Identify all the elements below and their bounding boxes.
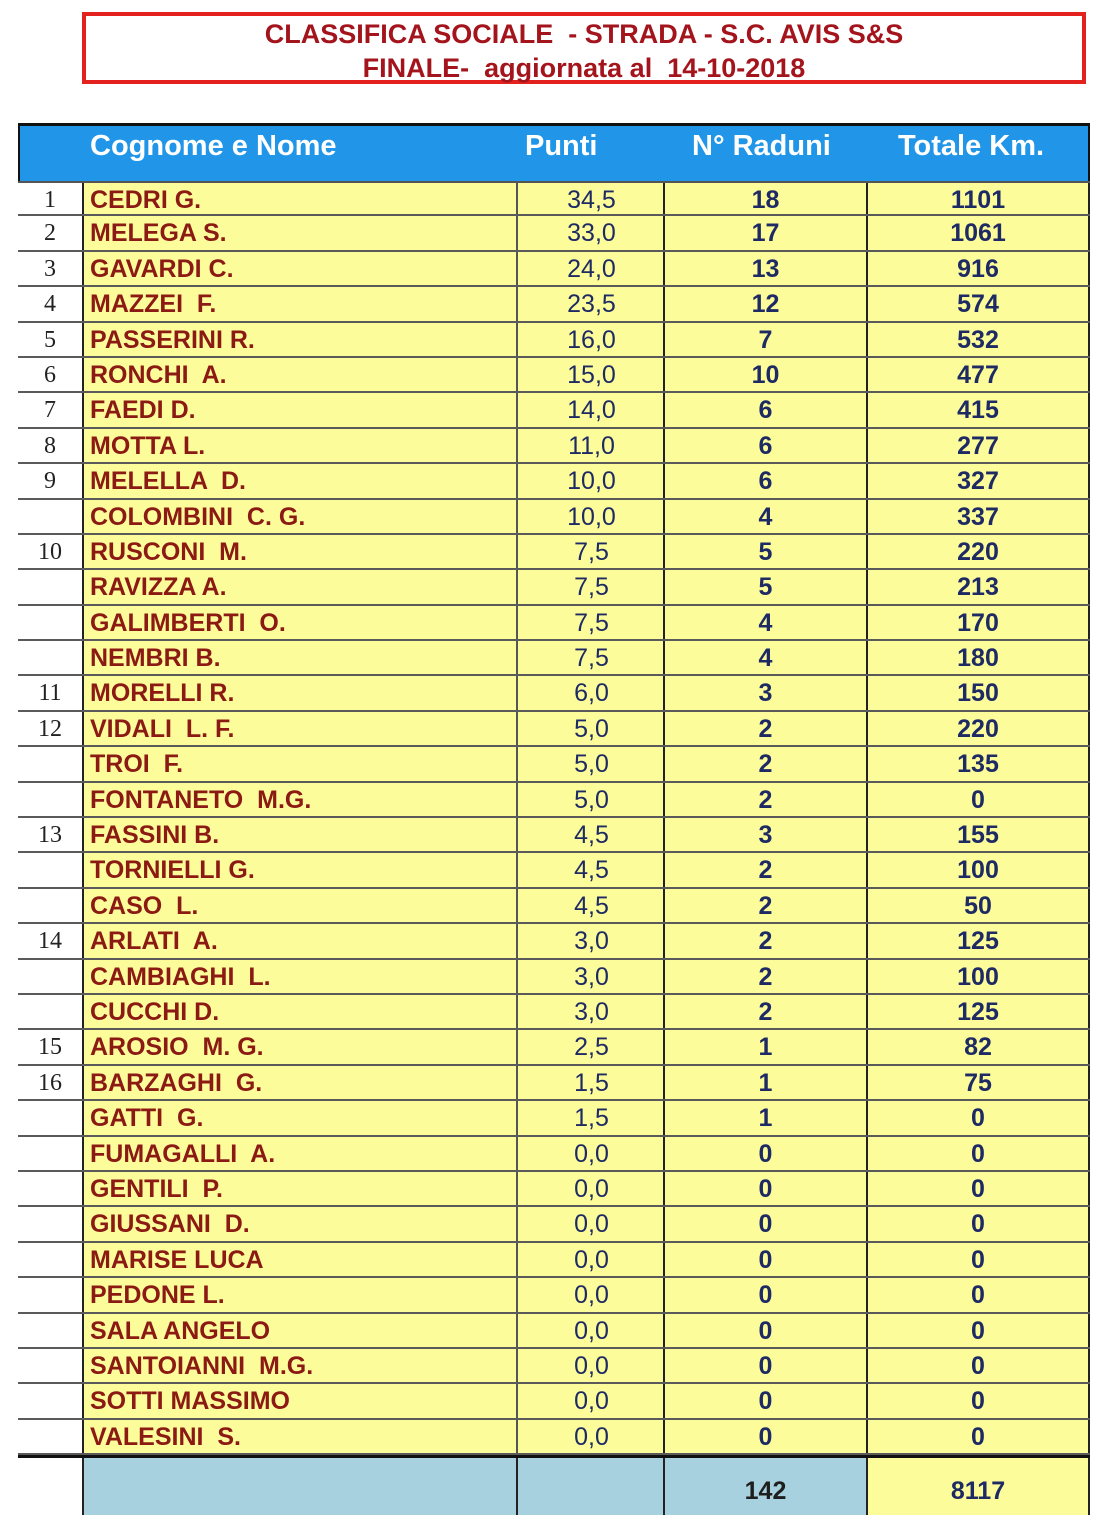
- table-row: [18, 889, 1090, 924]
- name-cell: MARISE LUCA: [82, 1243, 518, 1276]
- punti-cell: 4,5: [518, 853, 665, 886]
- table-row: [18, 1207, 1090, 1242]
- rank-cell: [18, 889, 82, 922]
- name-cell: MAZZEI F.: [82, 287, 518, 320]
- title-line-2: FINALE- aggiornata al 14-10-2018: [362, 53, 806, 83]
- raduni-cell: 6: [665, 429, 868, 462]
- rank-cell: 13: [18, 818, 82, 851]
- table-row: [18, 429, 1090, 464]
- raduni-cell: 1: [665, 1066, 868, 1099]
- name-cell: RUSCONI M.: [82, 535, 518, 568]
- km-cell: 0: [868, 1384, 1090, 1417]
- km-cell: 574: [868, 287, 1090, 320]
- km-cell: 100: [868, 853, 1090, 886]
- rank-cell: 10: [18, 535, 82, 568]
- raduni-cell: 7: [665, 323, 868, 356]
- rank-cell: 14: [18, 924, 82, 957]
- title-line-1: CLASSIFICA SOCIALE - STRADA - S.C. AVIS S&S: [264, 19, 904, 49]
- name-cell: CAMBIAGHI L.: [82, 960, 518, 993]
- table-row: [18, 287, 1090, 322]
- km-cell: 0: [868, 1349, 1090, 1382]
- name-cell: RONCHI A.: [82, 358, 518, 391]
- name-cell: FONTANETO M.G.: [82, 783, 518, 816]
- table-row: [18, 358, 1090, 393]
- rank-cell: [18, 500, 82, 533]
- punti-cell: 10,0: [518, 500, 665, 533]
- km-cell: 75: [868, 1066, 1090, 1099]
- punti-cell: 5,0: [518, 747, 665, 780]
- punti-cell: 3,0: [518, 995, 665, 1028]
- rank-cell: [18, 1101, 82, 1134]
- name-cell: PEDONE L.: [82, 1278, 518, 1311]
- rank-cell: 16: [18, 1066, 82, 1099]
- km-cell: 220: [868, 535, 1090, 568]
- table-header: [18, 123, 1090, 181]
- column-header-name: Cognome e Nome: [90, 130, 337, 162]
- name-cell: GALIMBERTI O.: [82, 606, 518, 639]
- rank-cell: 1: [18, 183, 82, 214]
- table-row: [18, 1349, 1090, 1384]
- rank-cell: [18, 747, 82, 780]
- km-cell: 82: [868, 1030, 1090, 1063]
- rank-cell: 3: [18, 252, 82, 285]
- name-cell: BARZAGHI G.: [82, 1066, 518, 1099]
- name-cell: FASSINI B.: [82, 818, 518, 851]
- table-row: [18, 500, 1090, 535]
- rank-cell: [18, 1314, 82, 1347]
- km-cell: 220: [868, 712, 1090, 745]
- punti-cell: 7,5: [518, 570, 665, 603]
- raduni-cell: 1: [665, 1030, 868, 1063]
- column-header-raduni: N° Raduni: [692, 130, 831, 162]
- raduni-cell: 10: [665, 358, 868, 391]
- name-cell: VIDALI L. F.: [82, 712, 518, 745]
- km-cell: 916: [868, 252, 1090, 285]
- rank-cell: [18, 1137, 82, 1170]
- totals-row: [18, 1455, 1090, 1515]
- raduni-cell: 2: [665, 747, 868, 780]
- rank-cell: [18, 1243, 82, 1276]
- punti-cell: 7,5: [518, 641, 665, 674]
- report-title: [82, 12, 1086, 84]
- km-cell: 337: [868, 500, 1090, 533]
- rank-cell: [18, 1349, 82, 1382]
- punti-cell: 7,5: [518, 606, 665, 639]
- rank-cell: 5: [18, 323, 82, 356]
- name-cell: AROSIO M. G.: [82, 1030, 518, 1063]
- rank-cell: 11: [18, 676, 82, 709]
- km-cell: 532: [868, 323, 1090, 356]
- punti-cell: 23,5: [518, 287, 665, 320]
- rank-cell: [18, 783, 82, 816]
- km-cell: 0: [868, 1207, 1090, 1240]
- punti-cell: 0,0: [518, 1137, 665, 1170]
- name-cell: GENTILI P.: [82, 1172, 518, 1205]
- name-cell: GAVARDI C.: [82, 252, 518, 285]
- km-cell: 170: [868, 606, 1090, 639]
- punti-cell: 1,5: [518, 1066, 665, 1099]
- rank-cell: 9: [18, 464, 82, 497]
- km-cell: 50: [868, 889, 1090, 922]
- raduni-cell: 2: [665, 889, 868, 922]
- name-cell: MELEGA S.: [82, 216, 518, 249]
- km-cell: 0: [868, 783, 1090, 816]
- raduni-cell: 6: [665, 393, 868, 426]
- km-cell: 415: [868, 393, 1090, 426]
- punti-cell: 2,5: [518, 1030, 665, 1063]
- punti-cell: 3,0: [518, 924, 665, 957]
- name-cell: TORNIELLI G.: [82, 853, 518, 886]
- name-cell: PASSERINI R.: [82, 323, 518, 356]
- rank-cell: [18, 960, 82, 993]
- table-row: [18, 712, 1090, 747]
- rank-cell: 12: [18, 712, 82, 745]
- km-cell: 0: [868, 1137, 1090, 1170]
- name-cell: MOTTA L.: [82, 429, 518, 462]
- raduni-cell: 2: [665, 960, 868, 993]
- name-cell: TROI F.: [82, 747, 518, 780]
- punti-cell: 11,0: [518, 429, 665, 462]
- table-row: [18, 676, 1090, 711]
- table-row: [18, 924, 1090, 959]
- table-row: [18, 1137, 1090, 1172]
- km-cell: 1101: [868, 183, 1090, 214]
- raduni-cell: 0: [665, 1420, 868, 1453]
- km-cell: 180: [868, 641, 1090, 674]
- punti-cell: 1,5: [518, 1101, 665, 1134]
- totals-rank-cell: [18, 1458, 82, 1515]
- totals-km: 8117: [868, 1458, 1090, 1515]
- rank-cell: 8: [18, 429, 82, 462]
- raduni-cell: 1: [665, 1101, 868, 1134]
- name-cell: GATTI G.: [82, 1101, 518, 1134]
- totals-punti-cell: [518, 1458, 665, 1515]
- punti-cell: 5,0: [518, 783, 665, 816]
- rank-cell: [18, 1172, 82, 1205]
- raduni-cell: 18: [665, 183, 868, 214]
- raduni-cell: 0: [665, 1207, 868, 1240]
- km-cell: 0: [868, 1101, 1090, 1134]
- punti-cell: 16,0: [518, 323, 665, 356]
- punti-cell: 15,0: [518, 358, 665, 391]
- name-cell: FUMAGALLI A.: [82, 1137, 518, 1170]
- rank-cell: 6: [18, 358, 82, 391]
- table-row: [18, 216, 1090, 251]
- rank-cell: [18, 1384, 82, 1417]
- table-row: [18, 641, 1090, 676]
- table-row: [18, 464, 1090, 499]
- punti-cell: 0,0: [518, 1278, 665, 1311]
- punti-cell: 33,0: [518, 216, 665, 249]
- km-cell: 0: [868, 1243, 1090, 1276]
- name-cell: CUCCHI D.: [82, 995, 518, 1028]
- name-cell: CASO L.: [82, 889, 518, 922]
- table-row: [18, 252, 1090, 287]
- raduni-cell: 2: [665, 853, 868, 886]
- raduni-cell: 3: [665, 818, 868, 851]
- table-row: [18, 570, 1090, 605]
- raduni-cell: 0: [665, 1243, 868, 1276]
- rank-cell: [18, 641, 82, 674]
- rank-cell: [18, 606, 82, 639]
- punti-cell: 0,0: [518, 1172, 665, 1205]
- rank-cell: 2: [18, 216, 82, 249]
- km-cell: 1061: [868, 216, 1090, 249]
- rank-cell: [18, 1207, 82, 1240]
- km-cell: 0: [868, 1314, 1090, 1347]
- punti-cell: 34,5: [518, 183, 665, 214]
- table-body: [18, 181, 1090, 1455]
- raduni-cell: 3: [665, 676, 868, 709]
- totals-name-cell: [82, 1458, 518, 1515]
- table-row: [18, 1384, 1090, 1419]
- rank-cell: [18, 570, 82, 603]
- raduni-cell: 0: [665, 1349, 868, 1382]
- rank-cell: [18, 1278, 82, 1311]
- raduni-cell: 0: [665, 1172, 868, 1205]
- raduni-cell: 2: [665, 924, 868, 957]
- km-cell: 0: [868, 1172, 1090, 1205]
- table-row: [18, 853, 1090, 888]
- name-cell: NEMBRI B.: [82, 641, 518, 674]
- totals-raduni: 142: [665, 1458, 868, 1515]
- table-row: [18, 995, 1090, 1030]
- punti-cell: 0,0: [518, 1243, 665, 1276]
- raduni-cell: 4: [665, 606, 868, 639]
- raduni-cell: 4: [665, 641, 868, 674]
- table-row: [18, 747, 1090, 782]
- rank-cell: 4: [18, 287, 82, 320]
- rank-cell: [18, 1420, 82, 1453]
- table-row: [18, 535, 1090, 570]
- column-header-km: Totale Km.: [898, 130, 1045, 162]
- name-cell: MELELLA D.: [82, 464, 518, 497]
- punti-cell: 0,0: [518, 1349, 665, 1382]
- km-cell: 277: [868, 429, 1090, 462]
- raduni-cell: 0: [665, 1137, 868, 1170]
- km-cell: 213: [868, 570, 1090, 603]
- table-row: [18, 818, 1090, 853]
- table-row: [18, 606, 1090, 641]
- raduni-cell: 4: [665, 500, 868, 533]
- name-cell: SALA ANGELO: [82, 1314, 518, 1347]
- name-cell: CEDRI G.: [82, 183, 518, 214]
- table-row: [18, 1030, 1090, 1065]
- punti-cell: 5,0: [518, 712, 665, 745]
- table-row: [18, 1101, 1090, 1136]
- rank-cell: [18, 995, 82, 1028]
- raduni-cell: 2: [665, 995, 868, 1028]
- punti-cell: 4,5: [518, 818, 665, 851]
- raduni-cell: 5: [665, 570, 868, 603]
- table-row: [18, 1243, 1090, 1278]
- table-row: [18, 1420, 1090, 1455]
- raduni-cell: 2: [665, 783, 868, 816]
- name-cell: SANTOIANNI M.G.: [82, 1349, 518, 1382]
- table-row: [18, 1172, 1090, 1207]
- punti-cell: 24,0: [518, 252, 665, 285]
- raduni-cell: 13: [665, 252, 868, 285]
- punti-cell: 6,0: [518, 676, 665, 709]
- punti-cell: 0,0: [518, 1420, 665, 1453]
- name-cell: COLOMBINI C. G.: [82, 500, 518, 533]
- table-row: [18, 1314, 1090, 1349]
- table-row: [18, 1278, 1090, 1313]
- table-row: [18, 323, 1090, 358]
- punti-cell: 10,0: [518, 464, 665, 497]
- punti-cell: 3,0: [518, 960, 665, 993]
- raduni-cell: 0: [665, 1384, 868, 1417]
- km-cell: 150: [868, 676, 1090, 709]
- punti-cell: 0,0: [518, 1314, 665, 1347]
- ranking-table: [18, 123, 1090, 1515]
- rank-cell: 7: [18, 393, 82, 426]
- name-cell: SOTTI MASSIMO: [82, 1384, 518, 1417]
- raduni-cell: 0: [665, 1278, 868, 1311]
- punti-cell: 0,0: [518, 1384, 665, 1417]
- raduni-cell: 5: [665, 535, 868, 568]
- name-cell: VALESINI S.: [82, 1420, 518, 1453]
- raduni-cell: 12: [665, 287, 868, 320]
- column-header-punti: Punti: [525, 130, 598, 162]
- table-row: [18, 1066, 1090, 1101]
- km-cell: 155: [868, 818, 1090, 851]
- rank-cell: [18, 853, 82, 886]
- name-cell: RAVIZZA A.: [82, 570, 518, 603]
- punti-cell: 0,0: [518, 1207, 665, 1240]
- raduni-cell: 0: [665, 1314, 868, 1347]
- rank-cell: 15: [18, 1030, 82, 1063]
- raduni-cell: 2: [665, 712, 868, 745]
- raduni-cell: 17: [665, 216, 868, 249]
- table-row: [18, 393, 1090, 428]
- table-row: [18, 960, 1090, 995]
- name-cell: FAEDI D.: [82, 393, 518, 426]
- name-cell: GIUSSANI D.: [82, 1207, 518, 1240]
- table-row: [18, 783, 1090, 818]
- km-cell: 0: [868, 1420, 1090, 1453]
- km-cell: 100: [868, 960, 1090, 993]
- km-cell: 0: [868, 1278, 1090, 1311]
- punti-cell: 14,0: [518, 393, 665, 426]
- punti-cell: 4,5: [518, 889, 665, 922]
- raduni-cell: 6: [665, 464, 868, 497]
- table-row: [18, 181, 1090, 216]
- name-cell: MORELLI R.: [82, 676, 518, 709]
- km-cell: 125: [868, 924, 1090, 957]
- km-cell: 327: [868, 464, 1090, 497]
- km-cell: 135: [868, 747, 1090, 780]
- km-cell: 125: [868, 995, 1090, 1028]
- name-cell: ARLATI A.: [82, 924, 518, 957]
- km-cell: 477: [868, 358, 1090, 391]
- punti-cell: 7,5: [518, 535, 665, 568]
